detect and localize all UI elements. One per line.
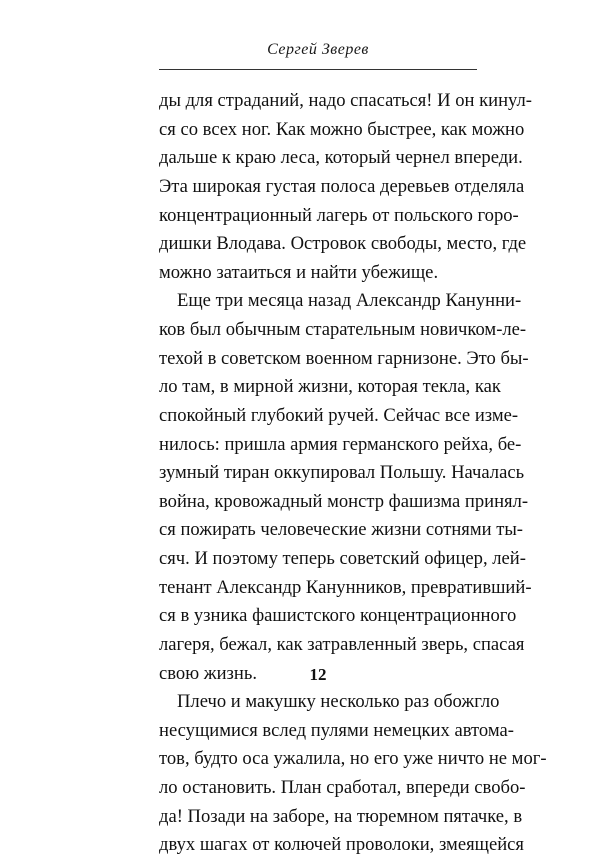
text-line: дальше к краю леса, который чернел впереди. [159, 147, 523, 169]
text-line: Еще три месяца назад Александр Канунни- [177, 290, 522, 312]
text-line: свою жизнь. [159, 662, 257, 684]
text-line: можно затаиться и найти убежище. [159, 261, 439, 283]
text-line: ды для страданий, надо спасаться! И он кинул- [159, 90, 532, 111]
header-rule [159, 69, 477, 70]
text-line: ся пожирать человеческие жизни сотнями ты- [159, 519, 524, 541]
text-line: спокойный глубокий ручей. Сейчас все изме- [159, 404, 519, 426]
text-line: да! Позади на заборе, на тюремном пятачке, в [159, 805, 523, 827]
text-line: ло там, в мирной жизни, которая текла, как [159, 376, 501, 398]
text-line: Плечо и макушку несколько раз обожгло [177, 691, 500, 713]
page-number: 12 [309, 665, 327, 684]
text-line: зумный тиран оккупировал Польшу. Началась [159, 462, 525, 484]
running-head-author: Сергей Зверев [267, 41, 369, 58]
text-line: дишки Влодава. Островок свободы, место, где [159, 233, 527, 255]
page-body [159, 87, 547, 860]
text-line: двух шагах от колючей проволоки, змеящейся [159, 834, 524, 856]
text-line: ло остановить. План сработал, впереди свобо- [159, 777, 526, 798]
text-line: ся в узника фашистского концентрационного [159, 605, 517, 627]
text-line: лагеря, бежал, как затравленный зверь, спасая [159, 633, 525, 655]
text-line: ков был обычным старательным новичком-ле- [159, 319, 527, 340]
text-line: нилось: пришла армия германского рейха, бе- [159, 433, 522, 455]
text-line: тенант Александр Канунников, превративший- [159, 576, 532, 598]
text-line: тов, будто оса ужалила, но его уже ничто не мог- [159, 748, 547, 770]
text-line: Эта широкая густая полоса деревьев отделяла [159, 175, 525, 197]
text-line: сяч. И поэтому теперь советский офицер, лей- [159, 548, 526, 569]
text-line: несущимися вслед пулями немецких автома- [159, 719, 514, 741]
text-line: война, кровожадный монстр фашизма принял- [159, 490, 529, 512]
text-line: техой в советском военном гарнизоне. Это бы- [159, 347, 529, 369]
text-line: концентрационный лагерь от польского горо- [159, 204, 519, 226]
text-line: ся со всех ног. Как можно быстрее, как можно [159, 118, 525, 140]
